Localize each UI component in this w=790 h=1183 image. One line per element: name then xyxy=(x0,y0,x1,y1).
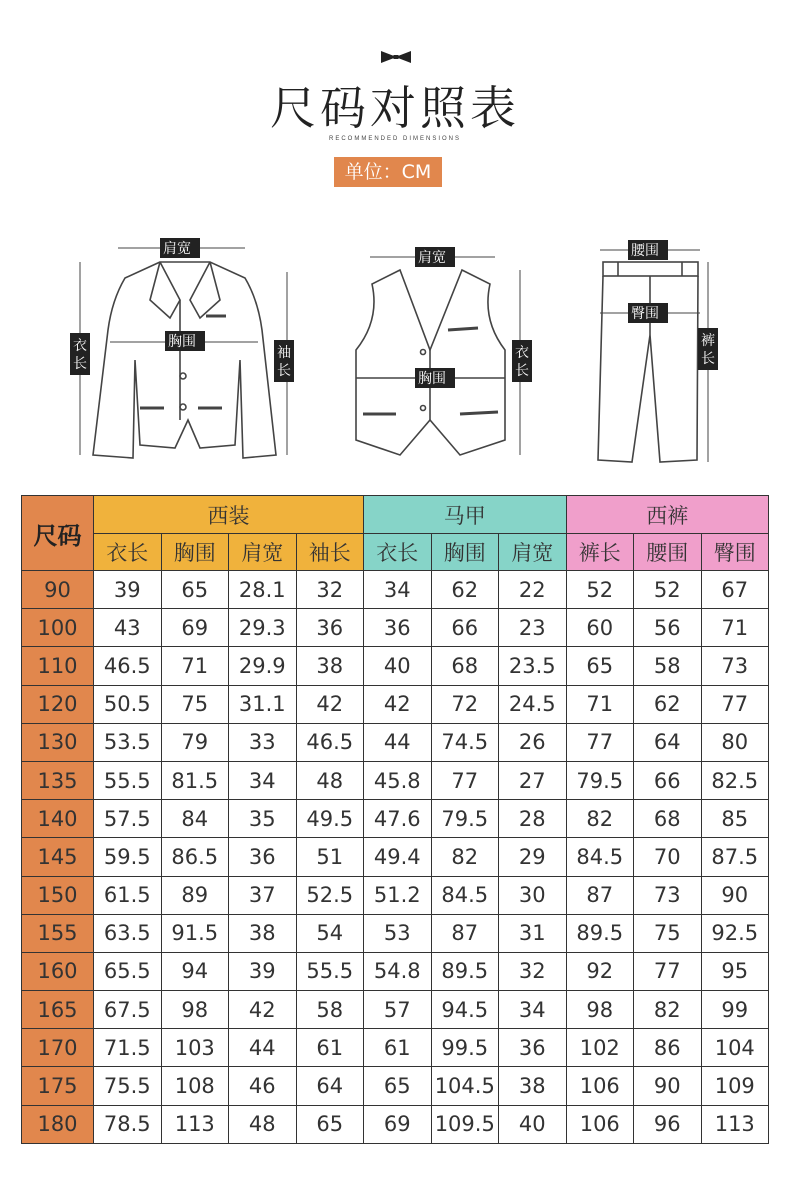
size-chart-table xyxy=(21,495,769,1144)
page-title: 尺码对照表 xyxy=(270,81,520,135)
table-cell: 59.5 xyxy=(94,838,162,876)
table-cell: 48 xyxy=(229,1105,297,1143)
size-cell: 140 xyxy=(22,800,94,838)
table-cell: 67 xyxy=(701,571,769,609)
table-cell: 86.5 xyxy=(161,838,229,876)
table-cell: 71.5 xyxy=(94,1029,162,1067)
column-header: 衣长 xyxy=(94,534,162,571)
table-cell: 79.5 xyxy=(566,761,634,799)
table-cell: 85 xyxy=(701,800,769,838)
table-cell: 69 xyxy=(364,1105,432,1143)
table-cell: 43 xyxy=(94,609,162,647)
table-cell: 82 xyxy=(634,991,702,1029)
size-cell: 135 xyxy=(22,761,94,799)
table-cell: 95 xyxy=(701,952,769,990)
table-cell: 22 xyxy=(499,571,567,609)
table-cell: 38 xyxy=(499,1067,567,1105)
group-pants: 西裤 xyxy=(566,496,769,534)
table-cell: 82 xyxy=(431,838,499,876)
table-cell: 65 xyxy=(364,1067,432,1105)
table-cell: 94 xyxy=(161,952,229,990)
vest-length-label: 衣 xyxy=(515,345,529,361)
table-cell: 40 xyxy=(364,647,432,685)
size-cell: 100 xyxy=(22,609,94,647)
size-cell: 120 xyxy=(22,685,94,723)
table-cell: 42 xyxy=(364,685,432,723)
table-cell: 90 xyxy=(634,1067,702,1105)
table-cell: 54.8 xyxy=(364,952,432,990)
table-cell: 77 xyxy=(431,761,499,799)
jacket-sleeve-label: 袖 xyxy=(277,345,291,361)
svg-text:长: 长 xyxy=(73,356,87,372)
table-row xyxy=(22,1067,769,1105)
table-cell: 77 xyxy=(634,952,702,990)
column-header: 臀围 xyxy=(701,534,769,571)
svg-text:长: 长 xyxy=(701,351,715,367)
table-cell: 102 xyxy=(566,1029,634,1067)
table-row xyxy=(22,723,769,761)
table-cell: 61 xyxy=(364,1029,432,1067)
table-cell: 34 xyxy=(364,571,432,609)
table-cell: 35 xyxy=(229,800,297,838)
size-cell: 90 xyxy=(22,571,94,609)
table-cell: 69 xyxy=(161,609,229,647)
table-cell: 29 xyxy=(499,838,567,876)
table-cell: 39 xyxy=(229,952,297,990)
pants-length-label: 裤 xyxy=(701,333,715,349)
table-row xyxy=(22,571,769,609)
table-row xyxy=(22,952,769,990)
table-cell: 53 xyxy=(364,914,432,952)
table-cell: 81.5 xyxy=(161,761,229,799)
group-vest: 马甲 xyxy=(364,496,567,534)
table-cell: 33 xyxy=(229,723,297,761)
table-cell: 87 xyxy=(566,876,634,914)
table-cell: 75.5 xyxy=(94,1067,162,1105)
table-cell: 75 xyxy=(634,914,702,952)
table-cell: 50.5 xyxy=(94,685,162,723)
pants-illustration xyxy=(598,262,698,462)
table-cell: 31.1 xyxy=(229,685,297,723)
table-cell: 26 xyxy=(499,723,567,761)
table-cell: 27 xyxy=(499,761,567,799)
table-cell: 84.5 xyxy=(431,876,499,914)
table-cell: 104 xyxy=(701,1029,769,1067)
table-cell: 36 xyxy=(499,1029,567,1067)
size-cell: 150 xyxy=(22,876,94,914)
size-cell: 175 xyxy=(22,1067,94,1105)
table-cell: 87.5 xyxy=(701,838,769,876)
table-cell: 31 xyxy=(499,914,567,952)
table-cell: 113 xyxy=(161,1105,229,1143)
table-cell: 108 xyxy=(161,1067,229,1105)
table-row xyxy=(22,838,769,876)
table-row xyxy=(22,800,769,838)
size-cell: 145 xyxy=(22,838,94,876)
table-cell: 91.5 xyxy=(161,914,229,952)
table-cell: 61 xyxy=(296,1029,364,1067)
vest-shoulder-label: 肩宽 xyxy=(418,250,446,266)
table-cell: 71 xyxy=(161,647,229,685)
table-cell: 51.2 xyxy=(364,876,432,914)
table-cell: 66 xyxy=(634,761,702,799)
table-cell: 47.6 xyxy=(364,800,432,838)
table-cell: 73 xyxy=(701,647,769,685)
size-cell: 180 xyxy=(22,1105,94,1143)
table-cell: 82 xyxy=(566,800,634,838)
table-cell: 67.5 xyxy=(94,991,162,1029)
table-cell: 32 xyxy=(499,952,567,990)
table-cell: 89.5 xyxy=(566,914,634,952)
size-cell: 155 xyxy=(22,914,94,952)
table-cell: 53.5 xyxy=(94,723,162,761)
table-cell: 98 xyxy=(566,991,634,1029)
pants-waist-label: 腰围 xyxy=(631,243,659,259)
table-cell: 36 xyxy=(229,838,297,876)
table-cell: 42 xyxy=(296,685,364,723)
table-cell: 56 xyxy=(634,609,702,647)
table-cell: 99 xyxy=(701,991,769,1029)
table-cell: 34 xyxy=(229,761,297,799)
table-cell: 62 xyxy=(431,571,499,609)
garment-illustrations xyxy=(0,200,790,490)
table-cell: 113 xyxy=(701,1105,769,1143)
table-cell: 58 xyxy=(296,991,364,1029)
table-row xyxy=(22,876,769,914)
table-cell: 104.5 xyxy=(431,1067,499,1105)
table-cell: 66 xyxy=(431,609,499,647)
table-cell: 64 xyxy=(296,1067,364,1105)
table-cell: 65 xyxy=(296,1105,364,1143)
table-row xyxy=(22,1105,769,1143)
table-cell: 24.5 xyxy=(499,685,567,723)
table-row xyxy=(22,685,769,723)
table-cell: 89 xyxy=(161,876,229,914)
jacket-length-label: 衣 xyxy=(73,338,87,354)
table-cell: 94.5 xyxy=(431,991,499,1029)
vest-chest-label: 胸围 xyxy=(418,371,446,387)
table-cell: 55.5 xyxy=(94,761,162,799)
table-cell: 29.3 xyxy=(229,609,297,647)
column-header: 裤长 xyxy=(566,534,634,571)
table-row xyxy=(22,991,769,1029)
column-header: 腰围 xyxy=(634,534,702,571)
size-cell: 130 xyxy=(22,723,94,761)
table-cell: 46.5 xyxy=(296,723,364,761)
table-cell: 57 xyxy=(364,991,432,1029)
table-cell: 54 xyxy=(296,914,364,952)
table-cell: 62 xyxy=(634,685,702,723)
table-cell: 28.1 xyxy=(229,571,297,609)
table-cell: 106 xyxy=(566,1067,634,1105)
table-row xyxy=(22,609,769,647)
table-cell: 73 xyxy=(634,876,702,914)
jacket-illustration xyxy=(93,262,276,458)
table-cell: 103 xyxy=(161,1029,229,1067)
table-cell: 106 xyxy=(566,1105,634,1143)
table-cell: 48 xyxy=(296,761,364,799)
table-cell: 36 xyxy=(296,609,364,647)
table-cell: 63.5 xyxy=(94,914,162,952)
pants-hip-label: 臀围 xyxy=(631,306,659,322)
table-row xyxy=(22,914,769,952)
table-cell: 44 xyxy=(229,1029,297,1067)
table-cell: 82.5 xyxy=(701,761,769,799)
table-cell: 61.5 xyxy=(94,876,162,914)
table-cell: 44 xyxy=(364,723,432,761)
table-cell: 58 xyxy=(634,647,702,685)
column-header: 胸围 xyxy=(161,534,229,571)
group-suit: 西装 xyxy=(94,496,364,534)
size-cell: 170 xyxy=(22,1029,94,1067)
table-cell: 77 xyxy=(566,723,634,761)
column-header: 衣长 xyxy=(364,534,432,571)
table-cell: 74.5 xyxy=(431,723,499,761)
table-cell: 30 xyxy=(499,876,567,914)
table-cell: 52 xyxy=(634,571,702,609)
table-cell: 80 xyxy=(701,723,769,761)
table-cell: 60 xyxy=(566,609,634,647)
size-header: 尺码 xyxy=(22,496,94,571)
table-cell: 64 xyxy=(634,723,702,761)
table-cell: 28 xyxy=(499,800,567,838)
table-row xyxy=(22,1029,769,1067)
table-cell: 98 xyxy=(161,991,229,1029)
table-cell: 99.5 xyxy=(431,1029,499,1067)
table-cell: 89.5 xyxy=(431,952,499,990)
table-cell: 68 xyxy=(634,800,702,838)
table-cell: 90 xyxy=(701,876,769,914)
table-cell: 84 xyxy=(161,800,229,838)
table-cell: 68 xyxy=(431,647,499,685)
column-header: 肩宽 xyxy=(229,534,297,571)
column-header: 肩宽 xyxy=(499,534,567,571)
vest-illustration xyxy=(356,270,505,455)
table-cell: 55.5 xyxy=(296,952,364,990)
table-cell: 49.4 xyxy=(364,838,432,876)
table-cell: 57.5 xyxy=(94,800,162,838)
table-cell: 23.5 xyxy=(499,647,567,685)
bowtie-icon xyxy=(381,50,411,64)
table-cell: 52 xyxy=(566,571,634,609)
table-cell: 92.5 xyxy=(701,914,769,952)
table-cell: 46.5 xyxy=(94,647,162,685)
table-cell: 77 xyxy=(701,685,769,723)
table-cell: 96 xyxy=(634,1105,702,1143)
svg-text:长: 长 xyxy=(515,363,529,379)
table-cell: 92 xyxy=(566,952,634,990)
table-cell: 65 xyxy=(566,647,634,685)
table-cell: 65.5 xyxy=(94,952,162,990)
jacket-shoulder-label: 肩宽 xyxy=(163,241,191,257)
table-cell: 23 xyxy=(499,609,567,647)
table-cell: 39 xyxy=(94,571,162,609)
table-cell: 71 xyxy=(701,609,769,647)
table-cell: 38 xyxy=(229,914,297,952)
table-cell: 46 xyxy=(229,1067,297,1105)
table-cell: 71 xyxy=(566,685,634,723)
table-cell: 52.5 xyxy=(296,876,364,914)
table-cell: 38 xyxy=(296,647,364,685)
table-cell: 70 xyxy=(634,838,702,876)
table-cell: 36 xyxy=(364,609,432,647)
size-cell: 110 xyxy=(22,647,94,685)
table-cell: 79.5 xyxy=(431,800,499,838)
table-cell: 34 xyxy=(499,991,567,1029)
table-cell: 49.5 xyxy=(296,800,364,838)
table-cell: 87 xyxy=(431,914,499,952)
table-cell: 109 xyxy=(701,1067,769,1105)
size-cell: 160 xyxy=(22,952,94,990)
table-cell: 75 xyxy=(161,685,229,723)
svg-text:长: 长 xyxy=(277,363,291,379)
table-cell: 79 xyxy=(161,723,229,761)
table-cell: 37 xyxy=(229,876,297,914)
table-cell: 42 xyxy=(229,991,297,1029)
size-cell: 165 xyxy=(22,991,94,1029)
table-cell: 32 xyxy=(296,571,364,609)
table-cell: 78.5 xyxy=(94,1105,162,1143)
table-cell: 84.5 xyxy=(566,838,634,876)
unit-badge: 单位：CM xyxy=(334,157,442,187)
table-cell: 109.5 xyxy=(431,1105,499,1143)
table-row xyxy=(22,761,769,799)
table-cell: 40 xyxy=(499,1105,567,1143)
column-header: 袖长 xyxy=(296,534,364,571)
table-cell: 86 xyxy=(634,1029,702,1067)
table-cell: 72 xyxy=(431,685,499,723)
table-cell: 29.9 xyxy=(229,647,297,685)
jacket-chest-label: 胸围 xyxy=(168,334,196,350)
table-cell: 65 xyxy=(161,571,229,609)
page-subtitle: RECOMMENDED DIMENSIONS xyxy=(328,136,461,142)
column-header: 胸围 xyxy=(431,534,499,571)
table-cell: 51 xyxy=(296,838,364,876)
table-cell: 45.8 xyxy=(364,761,432,799)
table-row xyxy=(22,647,769,685)
